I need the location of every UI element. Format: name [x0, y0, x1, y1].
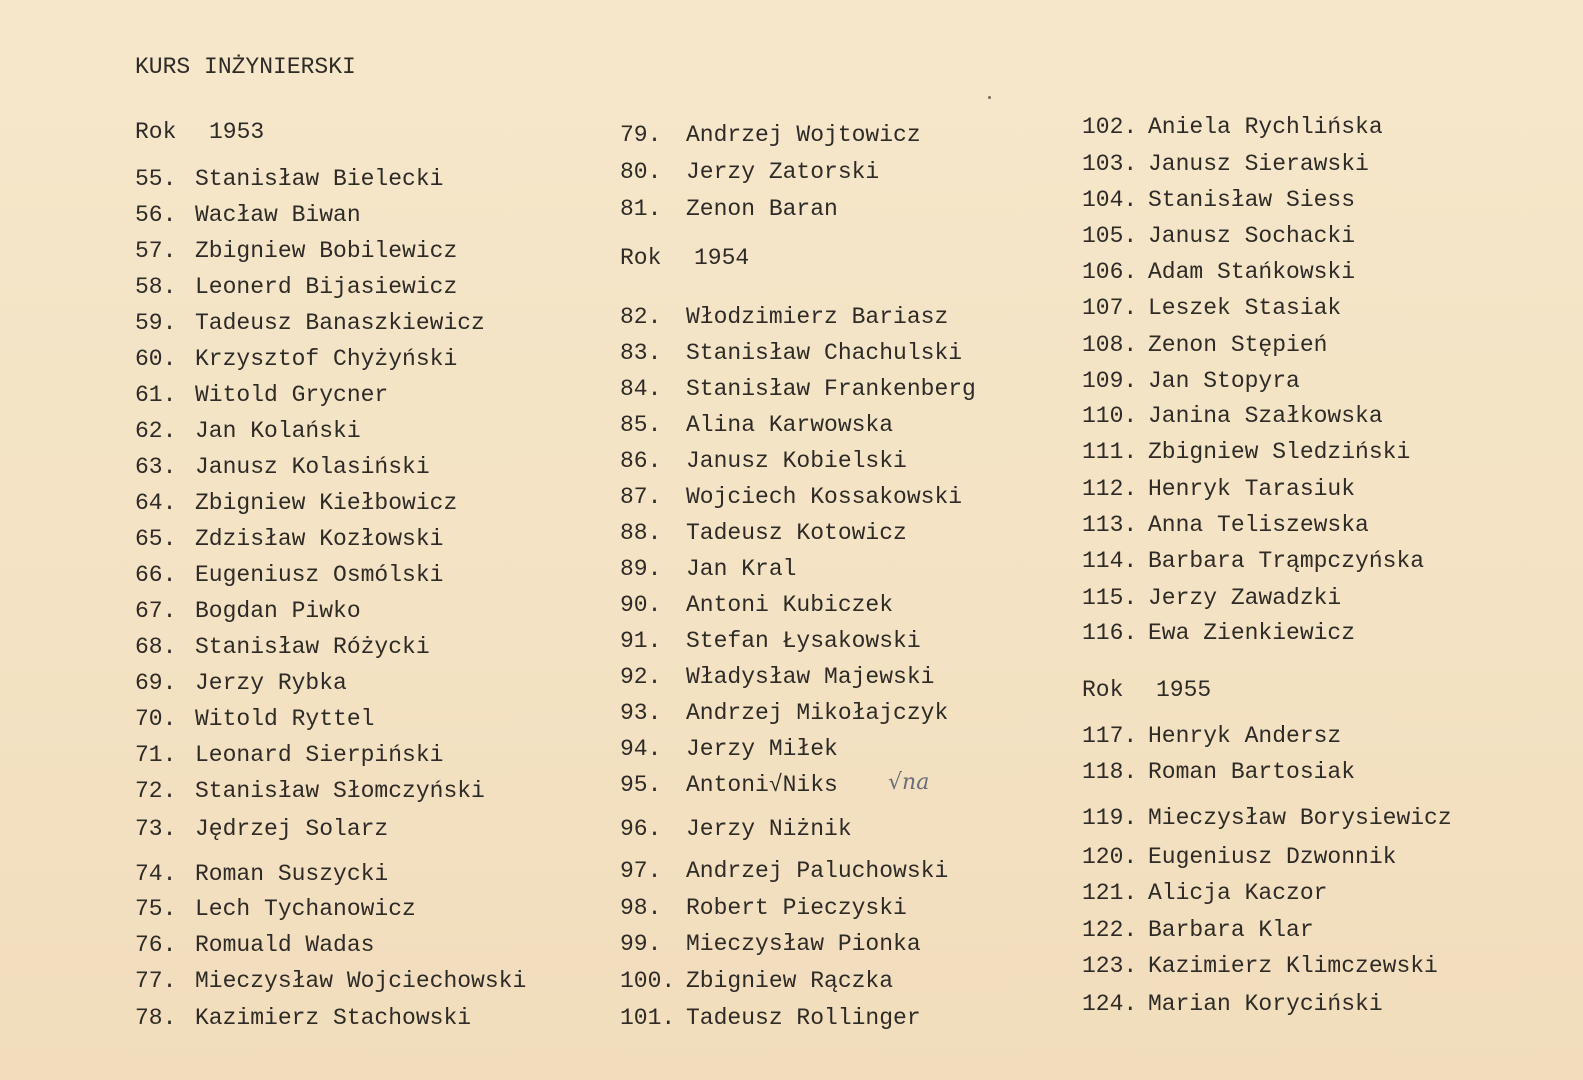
list-item [135, 705, 374, 733]
list-item [1082, 952, 1438, 980]
entry-name: Antoni Kubiczek [686, 592, 894, 618]
year-value: 1953 [209, 119, 265, 145]
list-item [135, 453, 430, 481]
entry-name: Romuald Wadas [195, 932, 375, 958]
list-item [1082, 186, 1355, 214]
entry-name: Zbigniew Rączka [686, 968, 894, 994]
entry-name: Jerzy Miłek [686, 736, 838, 762]
entry-number: 105. [1082, 223, 1138, 249]
entry-number: 91. [620, 628, 662, 654]
entry-number: 116. [1082, 620, 1138, 646]
list-item [620, 894, 907, 922]
entry-name: Andrzej Mikołajczyk [686, 700, 949, 726]
entry-name: Leonerd Bijasiewicz [195, 274, 458, 300]
list-item [135, 525, 443, 553]
list-item [1082, 511, 1369, 539]
entry-number: 110. [1082, 403, 1138, 429]
entry-number: 83. [620, 340, 662, 366]
entry-name: Bogdan Piwko [195, 598, 361, 624]
list-item [1082, 475, 1355, 503]
entry-number: 74. [135, 861, 177, 887]
list-item [1082, 758, 1355, 786]
list-item [1082, 402, 1383, 430]
entry-number: 109. [1082, 368, 1138, 394]
entry-name: Jan Kolański [195, 418, 361, 444]
entry-number: 75. [135, 896, 177, 922]
list-item [1082, 150, 1369, 178]
entry-name: Janusz Kobielski [686, 448, 907, 474]
entry-number: 82. [620, 304, 662, 330]
year-value: 1955 [1156, 677, 1212, 703]
entry-name: Mieczysław Borysiewicz [1148, 805, 1452, 831]
list-item [135, 967, 526, 995]
list-item [135, 741, 443, 769]
document-title: KURS INŻYNIERSKI [135, 54, 356, 80]
entry-number: 88. [620, 520, 662, 546]
list-item [1082, 916, 1314, 944]
entry-number: 104. [1082, 187, 1138, 213]
list-item [135, 931, 374, 959]
entry-name: Leonard Sierpiński [195, 742, 444, 768]
entry-name: Janina Szałkowska [1148, 403, 1383, 429]
entry-name: Barbara Trąmpczyńska [1148, 548, 1425, 574]
entry-number: 85. [620, 412, 662, 438]
list-item [1082, 619, 1355, 647]
entry-number: 90. [620, 592, 662, 618]
list-item [620, 375, 976, 403]
entry-name: Barbara Klar [1148, 917, 1314, 943]
entry-name: Eugeniusz Dzwonnik [1148, 844, 1397, 870]
entry-name: Tadeusz Rollinger [686, 1005, 921, 1031]
list-item [135, 669, 347, 697]
entry-number: 64. [135, 490, 177, 516]
list-item [135, 895, 416, 923]
entry-number: 73. [135, 816, 177, 842]
entry-name: Roman Suszycki [195, 861, 389, 887]
entry-name: Eugeniusz Osmólski [195, 562, 444, 588]
entry-number: 120. [1082, 844, 1138, 870]
entry-number: 80. [620, 159, 662, 185]
entry-number: 102. [1082, 114, 1138, 140]
entry-number: 61. [135, 382, 177, 408]
list-item [1082, 438, 1410, 466]
list-item [620, 699, 948, 727]
entry-name: Marian Koryciński [1148, 991, 1383, 1017]
list-item [620, 627, 921, 655]
entry-number: 98. [620, 895, 662, 921]
list-item [620, 815, 852, 843]
list-item [135, 237, 457, 265]
ink-speck [988, 96, 991, 99]
entry-number: 62. [135, 418, 177, 444]
entry-name: Leszek Stasiak [1148, 295, 1342, 321]
entry-number: 87. [620, 484, 662, 510]
entry-number: 56. [135, 202, 177, 228]
entry-name: Jerzy Rybka [195, 670, 347, 696]
list-item [135, 309, 485, 337]
entry-number: 99. [620, 931, 662, 957]
entry-number: 121. [1082, 880, 1138, 906]
list-item [135, 417, 361, 445]
list-item [620, 447, 907, 475]
list-item [1082, 367, 1300, 395]
list-item [620, 771, 838, 799]
entry-name: Stanisław Słomczyński [195, 778, 485, 804]
entry-number: 59. [135, 310, 177, 336]
entry-name: Adam Stańkowski [1148, 259, 1356, 285]
list-item [1082, 331, 1327, 359]
entry-number: 112. [1082, 476, 1138, 502]
entry-number: 108. [1082, 332, 1138, 358]
year-heading [135, 118, 264, 146]
list-item [620, 121, 921, 149]
entry-name: Stanisław Różycki [195, 634, 430, 660]
list-item [620, 967, 893, 995]
entry-name: Zbigniew Kiełbowicz [195, 490, 458, 516]
list-item [620, 930, 921, 958]
list-item [620, 195, 838, 223]
entry-number: 124. [1082, 991, 1138, 1017]
entry-number: 76. [135, 932, 177, 958]
entry-name: Andrzej Paluchowski [686, 858, 949, 884]
entry-name: Jan Stopyra [1148, 368, 1300, 394]
entry-name: Jerzy Zawadzki [1148, 585, 1342, 611]
entry-name: Aniela Rychlińska [1148, 114, 1383, 140]
list-item [135, 561, 443, 589]
entry-number: 72. [135, 778, 177, 804]
year-heading [620, 244, 749, 272]
entry-name: Robert Pieczyski [686, 895, 907, 921]
entry-number: 67. [135, 598, 177, 624]
entry-name: Władysław Majewski [686, 664, 935, 690]
list-item [135, 273, 457, 301]
entry-number: 92. [620, 664, 662, 690]
list-item [620, 663, 934, 691]
entry-name: Janusz Sochacki [1148, 223, 1356, 249]
entry-name: Witold Ryttel [195, 706, 375, 732]
entry-name: Alina Karwowska [686, 412, 894, 438]
entry-number: 77. [135, 968, 177, 994]
handwritten-note: √na [888, 770, 930, 795]
entry-number: 84. [620, 376, 662, 402]
entry-number: 78. [135, 1005, 177, 1031]
list-item [1082, 222, 1355, 250]
entry-number: 103. [1082, 151, 1138, 177]
entry-name: Ewa Zienkiewicz [1148, 620, 1356, 646]
entry-number: 96. [620, 816, 662, 842]
list-item [620, 735, 838, 763]
list-item [1082, 294, 1341, 322]
entry-number: 69. [135, 670, 177, 696]
entry-number: 114. [1082, 548, 1138, 574]
entry-number: 65. [135, 526, 177, 552]
entry-number: 113. [1082, 512, 1138, 538]
entry-name: Włodzimierz Bariasz [686, 304, 949, 330]
entry-number: 95. [620, 772, 662, 798]
entry-number: 107. [1082, 295, 1138, 321]
entry-number: 57. [135, 238, 177, 264]
entry-number: 70. [135, 706, 177, 732]
entry-number: 68. [135, 634, 177, 660]
entry-number: 111. [1082, 439, 1138, 465]
entry-name: Anna Teliszewska [1148, 512, 1369, 538]
list-item [620, 158, 879, 186]
entry-name: Stanisław Siess [1148, 187, 1356, 213]
entry-number: 81. [620, 196, 662, 222]
list-item [135, 381, 388, 409]
list-item [1082, 584, 1341, 612]
entry-number: 94. [620, 736, 662, 762]
list-item [135, 345, 457, 373]
entry-name: Antoni√Niks [686, 772, 838, 798]
entry-number: 55. [135, 166, 177, 192]
list-item [135, 597, 361, 625]
entry-number: 123. [1082, 953, 1138, 979]
entry-number: 86. [620, 448, 662, 474]
list-item [1082, 722, 1341, 750]
entry-name: Jan Kral [686, 556, 797, 582]
entry-name: Stanisław Chachulski [686, 340, 963, 366]
entry-name: Zbigniew Sledziński [1148, 439, 1411, 465]
entry-name: Mieczysław Pionka [686, 931, 921, 957]
entry-name: Jerzy Zatorski [686, 159, 880, 185]
entry-name: Stefan Łysakowski [686, 628, 921, 654]
list-item [1082, 843, 1396, 871]
list-item [620, 519, 907, 547]
entry-name: Witold Grycner [195, 382, 389, 408]
entry-name: Jędrzej Solarz [195, 816, 389, 842]
list-item [620, 411, 893, 439]
entry-name: Henryk Tarasiuk [1148, 476, 1356, 502]
year-label: Rok [135, 119, 177, 145]
entry-name: Janusz Kolasiński [195, 454, 430, 480]
list-item [620, 303, 948, 331]
entry-number: 122. [1082, 917, 1138, 943]
list-item [620, 1004, 921, 1032]
entry-number: 100. [620, 968, 676, 994]
entry-name: Mieczysław Wojciechowski [195, 968, 527, 994]
entry-number: 66. [135, 562, 177, 588]
entry-name: Wacław Biwan [195, 202, 361, 228]
entry-name: Tadeusz Kotowicz [686, 520, 907, 546]
list-item [135, 1004, 471, 1032]
list-item [1082, 547, 1424, 575]
entry-name: Tadeusz Banaszkiewicz [195, 310, 485, 336]
entry-name: Alicja Kaczor [1148, 880, 1328, 906]
list-item [620, 339, 962, 367]
entry-name: Zbigniew Bobilewicz [195, 238, 458, 264]
list-item [1082, 258, 1355, 286]
entry-name: Zenon Baran [686, 196, 838, 222]
list-item [1082, 804, 1452, 832]
list-item [620, 591, 893, 619]
entry-name: Roman Bartosiak [1148, 759, 1356, 785]
entry-number: 63. [135, 454, 177, 480]
entry-number: 79. [620, 122, 662, 148]
entry-number: 93. [620, 700, 662, 726]
list-item [135, 633, 430, 661]
list-item [135, 201, 361, 229]
entry-number: 58. [135, 274, 177, 300]
list-item [135, 777, 485, 805]
list-item [1082, 990, 1383, 1018]
entry-name: Stanisław Frankenberg [686, 376, 976, 402]
entry-name: Kazimierz Stachowski [195, 1005, 472, 1031]
list-item [620, 483, 962, 511]
entry-number: 60. [135, 346, 177, 372]
entry-name: Stanisław Bielecki [195, 166, 444, 192]
entry-name: Henryk Andersz [1148, 723, 1342, 749]
list-item [135, 860, 388, 888]
entry-number: 89. [620, 556, 662, 582]
entry-number: 101. [620, 1005, 676, 1031]
entry-name: Jerzy Niżnik [686, 816, 852, 842]
list-item [620, 857, 948, 885]
list-item [135, 489, 457, 517]
entry-name: Kazimierz Klimczewski [1148, 953, 1438, 979]
entry-name: Andrzej Wojtowicz [686, 122, 921, 148]
year-label: Rok [620, 245, 662, 271]
entry-number: 117. [1082, 723, 1138, 749]
year-label: Rok [1082, 677, 1124, 703]
entry-name: Krzysztof Chyżyński [195, 346, 458, 372]
entry-number: 71. [135, 742, 177, 768]
list-item [135, 815, 388, 843]
list-item [620, 555, 796, 583]
year-heading [1082, 676, 1211, 704]
entry-number: 119. [1082, 805, 1138, 831]
entry-number: 97. [620, 858, 662, 884]
entry-name: Wojciech Kossakowski [686, 484, 963, 510]
entry-name: Zenon Stępień [1148, 332, 1328, 358]
year-value: 1954 [694, 245, 750, 271]
entry-number: 115. [1082, 585, 1138, 611]
list-item [1082, 879, 1327, 907]
entry-name: Zdzisław Kozłowski [195, 526, 444, 552]
list-item [135, 165, 443, 193]
entry-number: 118. [1082, 759, 1138, 785]
entry-name: Lech Tychanowicz [195, 896, 416, 922]
entry-name: Janusz Sierawski [1148, 151, 1369, 177]
entry-number: 106. [1082, 259, 1138, 285]
list-item [1082, 113, 1383, 141]
